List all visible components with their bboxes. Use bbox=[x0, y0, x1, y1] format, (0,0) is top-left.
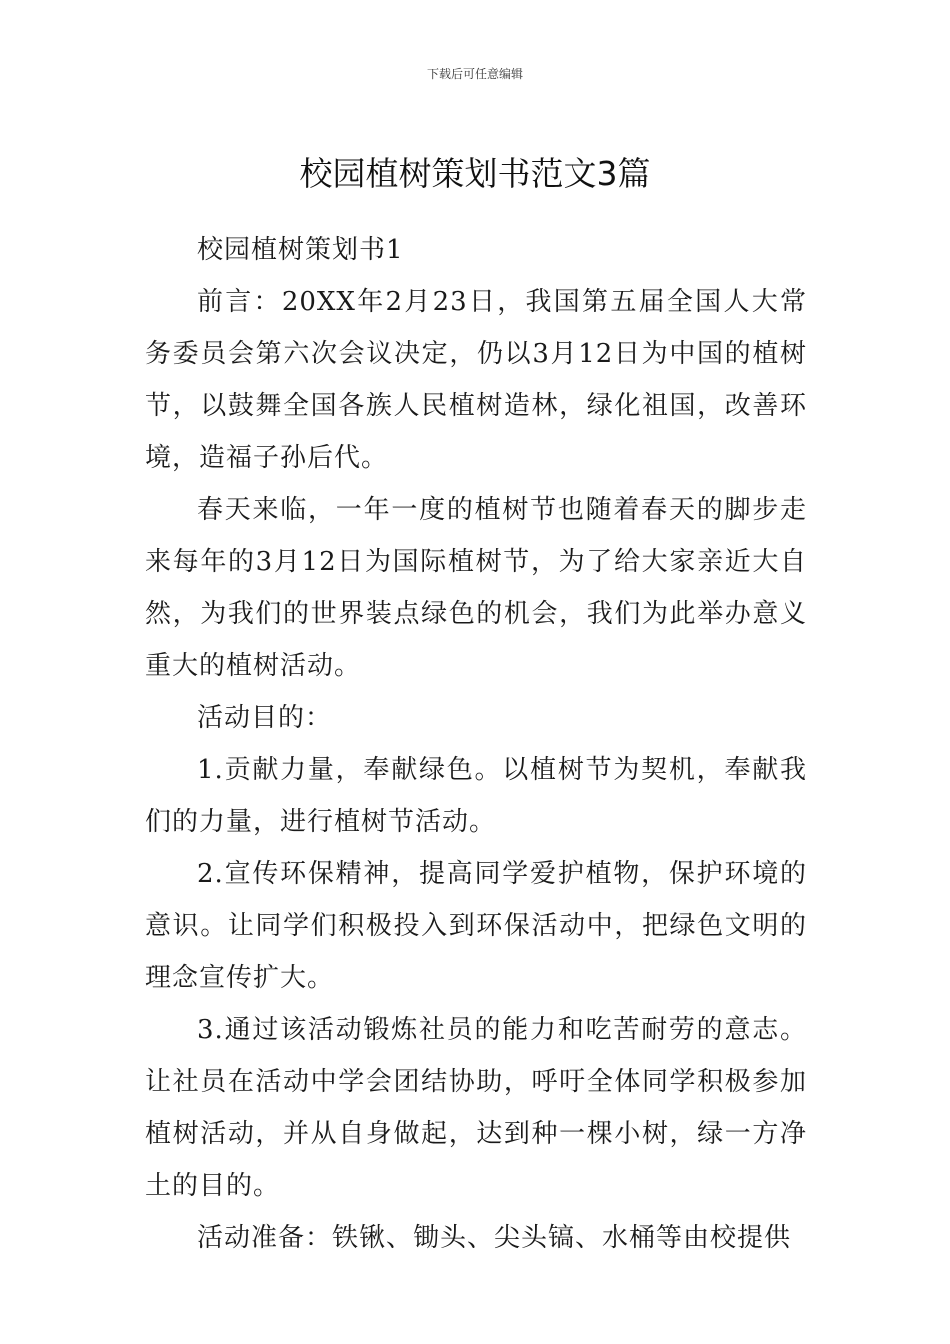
header-note: 下载后可任意编辑 bbox=[426, 67, 523, 81]
intro-paragraph: 春天来临，一年一度的植树节也随着春天的脚步走来每年的3月12日为国际植树节，为了给大家亲近大自然，为我们的世界装点绿色的机会，我们为此举办意义重大的植树活动。 bbox=[145, 495, 807, 681]
document-title: 校园植树策划书范文3篇 bbox=[299, 154, 651, 194]
preparation-paragraph: 活动准备：铁锹、锄头、尖头镐、水桶等由校提供 bbox=[197, 1223, 792, 1253]
objective-item-3: 3.通过该活动锻炼社员的能力和吃苦耐劳的意志。让社员在活动中学会团结协助，呼吁全体同学积极参加植树活动，并从自身做起，达到种一棵小树，绿一方净土的目的。 bbox=[145, 1015, 807, 1201]
section-heading: 校园植树策划书1 bbox=[197, 235, 404, 265]
objective-item-1: 1.贡献力量，奉献绿色。以植树节为契机，奉献我们的力量，进行植树节活动。 bbox=[145, 755, 807, 837]
objective-item-2: 2.宣传环保精神，提高同学爱护植物，保护环境的意识。让同学们积极投入到环保活动中，把绿色文明的理念宣传扩大。 bbox=[145, 859, 807, 993]
document-body bbox=[145, 224, 807, 1264]
preface-paragraph: 前言：20XX年2月23日，我国第五届全国人大常务委员会第六次会议决定，仍以3月12日为中国的植树节，以鼓舞全国各族人民植树造林，绿化祖国，改善环境，造福子孙后代。 bbox=[145, 287, 807, 473]
objectives-heading: 活动目的： bbox=[197, 703, 333, 733]
